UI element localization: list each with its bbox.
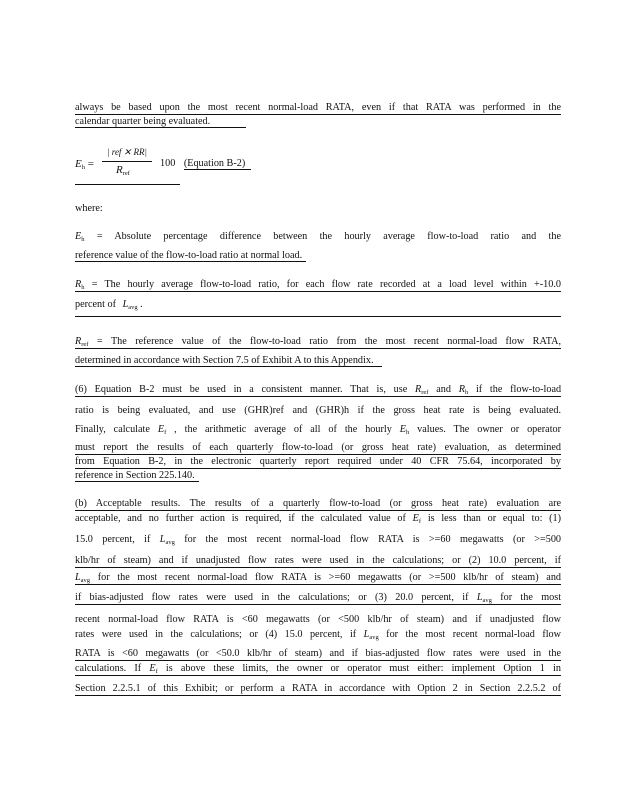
equation-numerator: | ref ✕ RR| (107, 147, 147, 157)
para6-line-2: ratio is being evaluated, and use (GHR)ref and (GHR)h if the gross heat rate is being evaluated. (75, 405, 561, 416)
para6-line-5: from Equation B-2, in the electronic quarterly report required under 40 CFR 75.64, incorporated by (75, 456, 561, 467)
para6-line-6: reference in Section 225.140. (75, 470, 561, 482)
def-rh-rule (75, 316, 561, 317)
equation-denominator: $R_{ref}$ (116, 164, 130, 177)
parab-line-4: klb/hr of steam) and if unadjusted flow rates were used in the calculations; or (2) 10.0 percent, if (75, 555, 561, 566)
para6-line-3: Finally, calculate $E_f$ , the arithmetic average of all of the hourly $E_h$ values. The owner or operator (75, 424, 561, 436)
parab-line-7: recent normal-load flow RATA is <60 megawatts (or <500 klb/hr of steam) and if unadjusted flow (75, 614, 561, 625)
parab-line-3: 15.0 percent, if $L_{avg}$ for the most recent normal-load flow RATA is >=60 megawatts (or >=500 (75, 534, 561, 546)
intro-line-1: always be based upon the most recent normal-load RATA, even if that RATA was performed in the (75, 102, 561, 113)
para6-line-1: (6) Equation B-2 must be used in a consistent manner. That is, use $R_{ref}$ and $R_h$ if the flow-to-load (75, 384, 561, 396)
parab-line-9: RATA is <60 megawatts (or <50.0 klb/hr of steam) and if bias-adjusted flow rates were used in the (75, 648, 561, 659)
parab-line-5: $L_{avg}$ for the most recent normal-load flow RATA is >=60 megawatts (or >=500 klb/hr of steam) and (75, 572, 561, 584)
parab-line-10: calculations. If $E_f$ is above these limits, the owner or operator must either: implement Option 1 in (75, 663, 561, 675)
def-eh-line-2: reference value of the flow-to-load ratio at normal load. (75, 250, 561, 262)
where-label: where: (75, 203, 103, 214)
def-rh-line-1: $R_h$ = The hourly average flow-to-load ratio, for each flow rate recorded at a load level within +-10.0 (75, 279, 561, 291)
fraction-bar (102, 161, 152, 162)
parab-line-8: rates were used in the calculations; or (4) 15.0 percent, if $L_{avg}$ for the most recent normal-load flow (75, 629, 561, 641)
equation-lhs: $E_h$ = (75, 158, 94, 170)
parab-line-2: acceptable, and no further action is required, if the calculated value of $E_f$ is less than or equal to: (1) (75, 513, 561, 525)
parab-line-11: Section 2.2.5.1 of this Exhibit; or perform a RATA in accordance with Option 2 in Section 2.2.5.2 of (75, 683, 561, 694)
def-rref-line-2: determined in accordance with Section 7.5 of Exhibit A to this Appendix. (75, 355, 561, 367)
parab-line-1: (b) Acceptable results. The results of a quarterly flow-to-load (or gross heat rate) evaluation are (75, 498, 561, 509)
def-rref-line-1: $R_{ref}$ = The reference value of the flow-to-load ratio from the most recent normal-load flow RATA, (75, 336, 561, 348)
equation-rule (75, 184, 180, 185)
def-eh-line-1: $E_h$ = Absolute percentage difference between the hourly average flow-to-load ratio and the (75, 231, 561, 243)
equation-fraction (102, 146, 152, 182)
parab-line-6: if bias-adjusted flow rates were used in the calculations; or (3) 20.0 percent, if $L_{avg}$ for the most (75, 592, 561, 604)
def-rh-line-2: percent of $L_{avg}$ . (75, 299, 143, 311)
equation-multiplier-label: 100 (Equation B-2) (160, 158, 310, 170)
para6-line-4: must report the results of each quarterly flow-to-load (or gross heat rate) evaluation, as determined (75, 442, 561, 453)
intro-line-2: calendar quarter being evaluated. (75, 116, 561, 128)
